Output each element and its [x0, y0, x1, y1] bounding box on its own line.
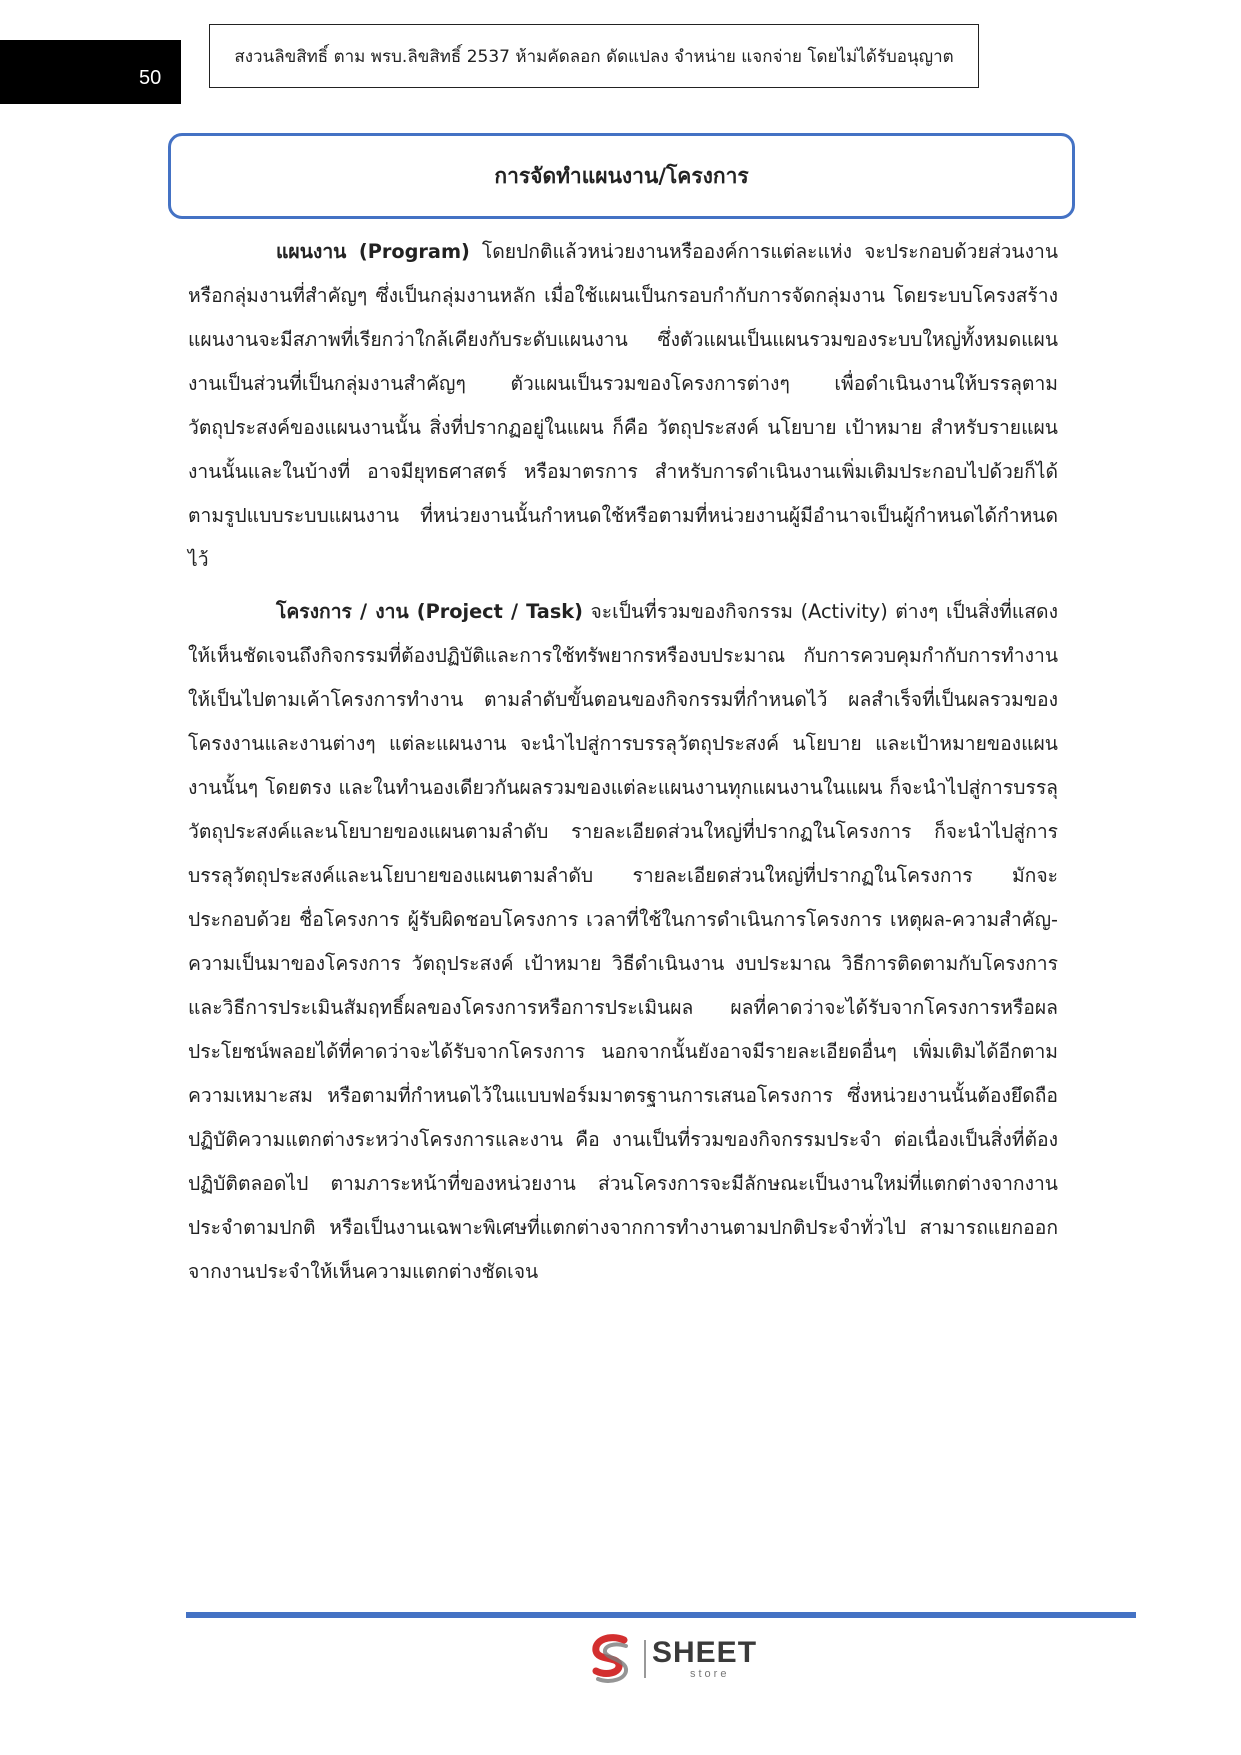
sheet-store-logo — [588, 1634, 758, 1684]
section-title: การจัดทำแผนงาน/โครงการ — [494, 163, 749, 188]
copyright-notice: สงวนลิขสิทธิ์ ตาม พรบ.ลิขสิทธิ์ 2537 ห้ามคัดลอก ดัดแปลง จำหน่าย แจกจ่าย โดยไม่ได้รับอนุญาต — [234, 46, 954, 67]
paragraph-program-text: โดยปกติแล้วหน่วยงานหรือองค์การแต่ละแห่ง จะประกอบด้วยส่วนงานหรือกลุ่มงานที่สำคัญๆ ซึ่งเป็นกลุ่มงานหลัก เมื่อใช้แผนเป็นกรอบกำกับการจัดกลุ่มงาน โดยระบบโครงสร้างแผนงานจะมีสภาพที่เรียกว่าใกล้เคียงกับระดับแผนงาน ซึ่งตัวแผนเป็นแผนรวมของระบบใหญ่ทั้งหมดแผนงานเป็นส่วนที่เป็นกลุ่มงานสำคัญๆ ตัวแผนเป็นรวมของโครงการต่างๆ เพื่อดำเนินงานให้บรรลุตามวัตถุประสงค์ของแผนงานนั้น สิ่งที่ปรากฏอยู่ในแผน ก็คือ วัตถุประสงค์ นโยบาย เป้าหมาย สำหรับรายแผนงานนั้นและในบ้างที่ อาจมียุทธศาสตร์ หรือมาตรการ สำหรับการดำเนินงานเพิ่มเติมประกอบไปด้วยก็ได้ ตามรูปแบบระบบแผนงาน ที่หน่วยงานนั้นกำหนดใช้หรือตามที่หน่วยงานผู้มีอำนาจเป็นผู้กำหนดได้กำหนดไว้ — [188, 240, 1059, 571]
logo-brand: SHEET — [652, 1636, 758, 1669]
term-program: แผนงาน (Program) — [276, 240, 470, 263]
sheet-store-s-logo-icon — [588, 1634, 634, 1684]
body-text — [188, 230, 1058, 1302]
page-number: 50 — [139, 67, 162, 89]
logo-brand-sub: store — [690, 1668, 730, 1680]
paragraph-project — [188, 590, 1058, 1294]
paragraph-program — [188, 230, 1058, 582]
logo-divider — [644, 1640, 646, 1678]
section-title-box — [168, 133, 1075, 219]
term-project: โครงการ / งาน (Project / Task) — [276, 600, 583, 623]
footer-rule — [186, 1612, 1136, 1618]
copyright-notice-box — [209, 24, 979, 88]
paragraph-project-text: จะเป็นที่รวมของกิจกรรม (Activity) ต่างๆ เป็นสิ่งที่แสดงให้เห็นชัดเจนถึงกิจกรรมที่ต้องปฏิบัติและการใช้ทรัพยากรหรืองบประมาณ กับการควบคุมกำกับการทำงานให้เป็นไปตามเค้าโครงการทำงาน ตามลำดับขั้นตอนของกิจกรรมที่กำหนดไว้ ผลสำเร็จที่เป็นผลรวมของโครงงานและงานต่างๆ แต่ละแผนงาน จะนำไปสู่การบรรลุวัตถุประสงค์ นโยบาย และเป้าหมายของแผนงานนั้นๆ โดยตรง และในทำนองเดียวกันผลรวมของแต่ละแผนงานทุกแผนงานในแผน ก็จะนำไปสู่การบรรลุวัตถุประสงค์และนโยบายของแผนตามลำดับ รายละเอียดส่วนใหญ่ที่ปรากฏในโครงการ ก็จะนำไปสู่การบรรลุวัตถุประสงค์และนโยบายของแผนตามลำดับ รายละเอียดส่วนใหญ่ที่ปรากฏในโครงการ มักจะประกอบด้วย ชื่อโครงการ ผู้รับผิดชอบโครงการ เวลาที่ใช้ในการดำเนินการโครงการ เหตุผล-ความสำคัญ-ความเป็นมาของโครงการ วัตถุประสงค์ เป้าหมาย วิธีดำเนินงาน งบประมาณ วิธีการติดตามกับโครงการและวิธีการประเมินสัมฤทธิ์ผลของโครงการหรือการประเมินผล ผลที่คาดว่าจะได้รับจากโครงการหรือผลประโยชน์พลอยได้ที่คาดว่าจะได้รับจากโครงการ นอกจากนั้นยังอาจมีรายละเอียดอื่นๆ เพิ่มเติมได้อีกตามความเหมาะสม หรือตามที่กำหนดไว้ในแบบฟอร์มมาตรฐานการเสนอโครงการ ซึ่งหน่วยงานนั้นต้องยึดถือปฏิบัติความแตกต่างระหว่างโครงการและงาน คือ งานเป็นที่รวมของกิจกรรมประจำ ต่อเนื่องเป็นสิ่งที่ต้องปฏิบัติตลอดไป ตามภาระหน้าที่ของหน่วยงาน ส่วนโครงการจะมีลักษณะเป็นงานใหม่ที่แตกต่างจากงานประจำตามปกติ หรือเป็นงานเฉพาะพิเศษที่แตกต่างจากการทำงานตามปกติประจำทั่วไป สามารถแยกออกจากงานประจำให้เห็นความแตกต่างชัดเจน — [188, 600, 1058, 1283]
